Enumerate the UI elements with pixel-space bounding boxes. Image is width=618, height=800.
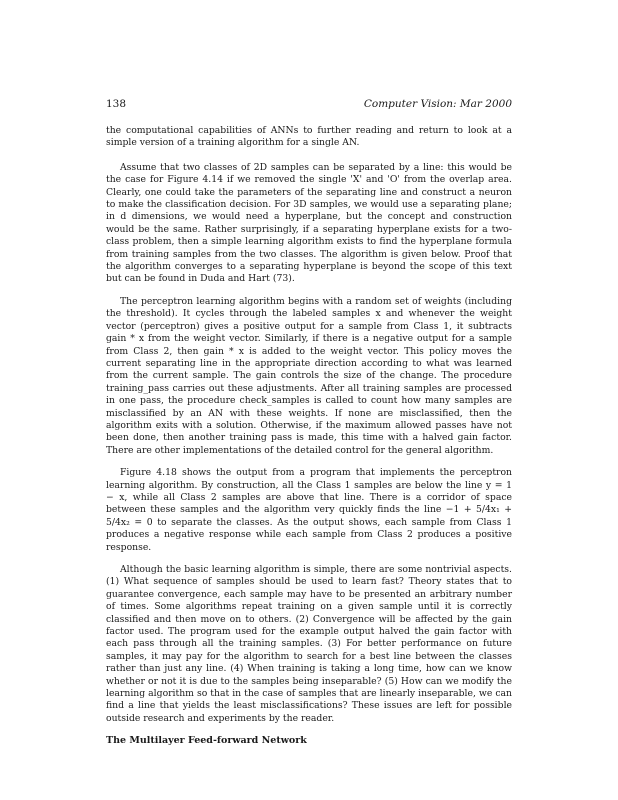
- page-header: [106, 98, 512, 112]
- paragraph-continuation: the computational capabilities of ANNs to further reading and return to look at a simple version of a training algorithm for a single AN.: [106, 125, 512, 149]
- paragraph-nontrivial-aspects: Although the basic learning algorithm is simple, there are some nontrivial aspects. (1) What sequence of samples should be used to learn fast? Theory states that to guarantee convergence, each sample may have to be presented an arbitrary number of times. Some algorithms repeat training on a given sample until it is correctly classified and then move on to others. (2) Convergence will be affected by the gain factor used. The program used for the example output halved the gain factor with each pass through all the training samples. (3) For better performance on future samples, it may pay for the algorithm to search for a best line between the classes rather than just any line. (4) When training is taking a long time, how can we know whether or not it is due to the samples being inseparable? (5) How can we modify the learning algorithm so that in the case of samples that are linearly inseparable, we can find a line that yields the least misclassifications? These issues are left for possible outside research and experiments by the reader.: [106, 564, 512, 724]
- paragraph-separable-classes: Assume that two classes of 2D samples can be separated by a line: this would be the case for Figure 4.14 if we removed the single 'X' and 'O' from the overlap area. Clearly, one could take the parameters of the separating line and construct a neuron to make the classification decision. For 3D samples, we would use a separating plane; in d dimensions, we would need a hyperplane, but the concept and construction would be the same. Rather surprisingly, if a separating hyperplane exists for a two-class problem, then a simple learning algorithm exists to find the hyperplane formula from training samples from the two classes. The algorithm is given below. Proof that the algorithm converges to a separating hyperplane is beyond the scope of this text but can be found in Duda and Hart (73).: [106, 161, 512, 285]
- paragraph-figure-4-18: Figure 4.18 shows the output from a program that implements the perceptron learning algorithm. By construction, all the Class 1 samples are below the line y = 1 − x, while all Class 2 samples are above that line. There is a corridor of space between these samples and the algorithm very quickly finds the line −1 + 5/4x₁ + 5/4x₂ = 0 to separate the classes. As the output shows, each sample from Class 1 produces a negative response while each sample from Class 2 produces a positive response.: [106, 467, 512, 553]
- page-number: 138: [106, 98, 127, 110]
- section-heading: The Multilayer Feed-forward Network: [106, 735, 307, 747]
- running-head: Computer Vision: Mar 2000: [363, 98, 512, 110]
- paragraph-perceptron-algorithm: The perceptron learning algorithm begins with a random set of weights (including the threshold). It cycles through the labeled samples x and whenever the weight vector (perceptron) gives a positive output for a sample from Class 1, it subtracts gain * x from the weight vector. Similarly, if there is a negative output for a sample from Class 2, then gain * x is added to the weight vector. This policy moves the current separating line in the appropriate direction according to what was learned from the current sample. The gain controls the size of the change. The procedure training_pass carries out these adjustments. After all training samples are processed in one pass, the procedure check_samples is called to count how many samples are misclassified by an AN with these weights. If none are misclassified, then the algorithm exits with a solution. Otherwise, if the maximum allowed passes have not been done, then another training pass is made, this time with a halved gain factor. There are other implementations of the detailed control for the general algorithm.: [106, 295, 512, 456]
- page-body: [106, 125, 512, 748]
